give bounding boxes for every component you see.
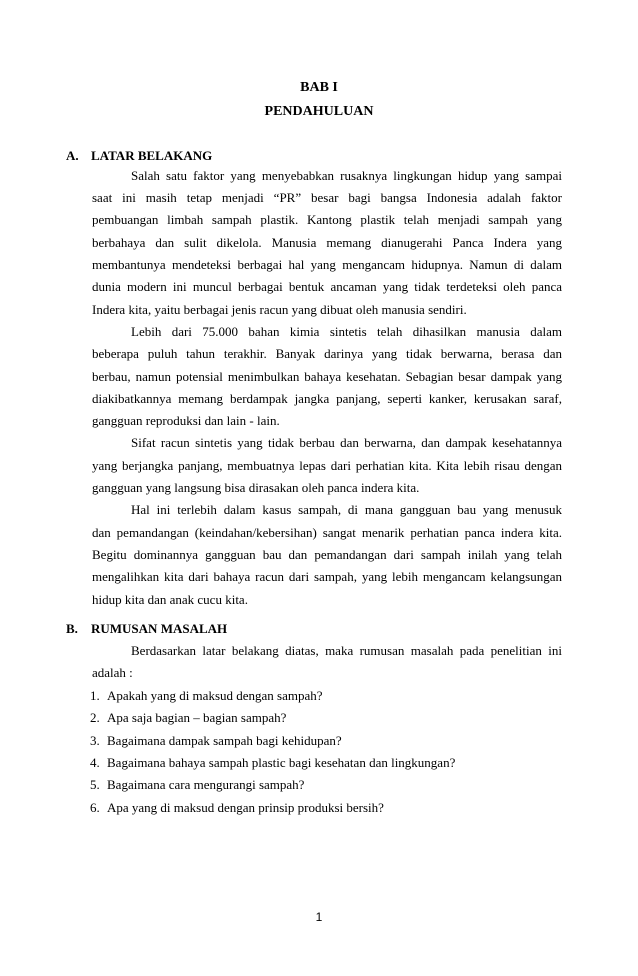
- section-b-title: RUMUSAN MASALAH: [91, 621, 228, 636]
- paragraph-line: yang berjangka panjang, membuatnya lepas dari perhatian kita. Kita lebih risau dengan: [92, 458, 562, 473]
- list-item: [90, 733, 342, 749]
- paragraph-line: Hal ini terlebih dalam kasus sampah, di mana gangguan bau yang menusuk: [131, 502, 562, 517]
- list-item: [90, 688, 323, 704]
- list-item-number: 2.: [90, 710, 100, 725]
- list-item-number: 5.: [90, 777, 100, 792]
- paragraph-line: Begitu dominannya gangguan bau dan pemandangan dari sampah inilah yang telah: [92, 547, 562, 562]
- list-item-number: 3.: [90, 733, 100, 748]
- list-item-number: 4.: [90, 755, 100, 770]
- paragraph-line: berbahaya dan sulit dikelola. Manusia memang dianugerahi Panca Indera yang: [92, 235, 562, 250]
- paragraph-line: mengalihkan kita dari bahaya racun dari sampah, yang lebih mengancam kelangsungan: [92, 569, 562, 584]
- paragraph-line: dan pemandangan (keindahan/kebersihan) sangat menarik perhatian panca indera kita.: [92, 525, 562, 540]
- paragraph-line: beberapa puluh tahun terakhir. Banyak darinya yang tidak berwarna, berasa dan: [92, 346, 562, 361]
- paragraph-line: dunia modern ini muncul berbagai bentuk ancaman yang tidak terdeteksi oleh panca: [92, 279, 562, 294]
- list-item-number: 1.: [90, 688, 100, 703]
- list-item-text: Apakah yang di maksud dengan sampah?: [107, 688, 323, 703]
- paragraph-line: gangguan reproduksi dan lain - lain.: [92, 413, 280, 428]
- paragraph-line: membantunya mendeteksi berbagai hal yang mengancam hidupnya. Namun di dalam: [92, 257, 562, 272]
- paragraph-line: pembuangan limbah sampah plastik. Kantong plastik telah menjadi sampah yang: [92, 212, 562, 227]
- paragraph-line: Salah satu faktor yang menyebabkan rusaknya lingkungan hidup yang sampai: [131, 168, 562, 183]
- paragraph-line: hidup kita dan anak cucu kita.: [92, 592, 248, 607]
- paragraph-line: berbau, namun potensial menimbulkan bahaya kesehatan. Sebagian besar dampak yang: [92, 369, 562, 384]
- section-b-heading: [66, 621, 227, 637]
- section-a-heading: [66, 148, 212, 164]
- paragraph-line: Berdasarkan latar belakang diatas, maka rumusan masalah pada penelitian ini: [131, 643, 562, 658]
- list-item-text: Apa saja bagian – bagian sampah?: [107, 710, 287, 725]
- paragraph-line: Lebih dari 75.000 bahan kimia sintetis telah dihasilkan manusia dalam: [131, 324, 562, 339]
- list-item-text: Bagaimana cara mengurangi sampah?: [107, 777, 305, 792]
- paragraph-line: Sifat racun sintetis yang tidak berbau dan berwarna, dan dampak kesehatannya: [131, 435, 562, 450]
- page-number: 1: [315, 910, 323, 924]
- section-a-title: LATAR BELAKANG: [91, 148, 213, 163]
- list-item-text: Bagaimana bahaya sampah plastic bagi kesehatan dan lingkungan?: [107, 755, 456, 770]
- chapter-title: PENDAHULUAN: [264, 104, 374, 119]
- chapter-number: BAB I: [300, 80, 338, 95]
- paragraph-line: Indera kita, yaitu berbagai jenis racun yang dibuat oleh manusia sendiri.: [92, 302, 467, 317]
- list-item-text: Apa yang di maksud dengan prinsip produksi bersih?: [107, 800, 384, 815]
- list-item: [90, 755, 455, 771]
- list-item-number: 6.: [90, 800, 100, 815]
- list-item: [90, 800, 384, 816]
- paragraph-line: gangguan yang langsung bisa dirasakan oleh panca indera kita.: [92, 480, 420, 495]
- list-item-text: Bagaimana dampak sampah bagi kehidupan?: [107, 733, 342, 748]
- paragraph-line: diakibatkannya memang berdampak jangka panjang, seperti kanker, kerusakan saraf,: [92, 391, 562, 406]
- list-item: [90, 777, 304, 793]
- paragraph-line: adalah :: [92, 665, 133, 680]
- list-item: [90, 710, 286, 726]
- paragraph-line: saat ini masih tetap menjadi “PR” besar bagi bangsa Indonesia adalah faktor: [92, 190, 562, 205]
- section-a-letter: A.: [66, 148, 79, 163]
- section-b-letter: B.: [66, 621, 78, 636]
